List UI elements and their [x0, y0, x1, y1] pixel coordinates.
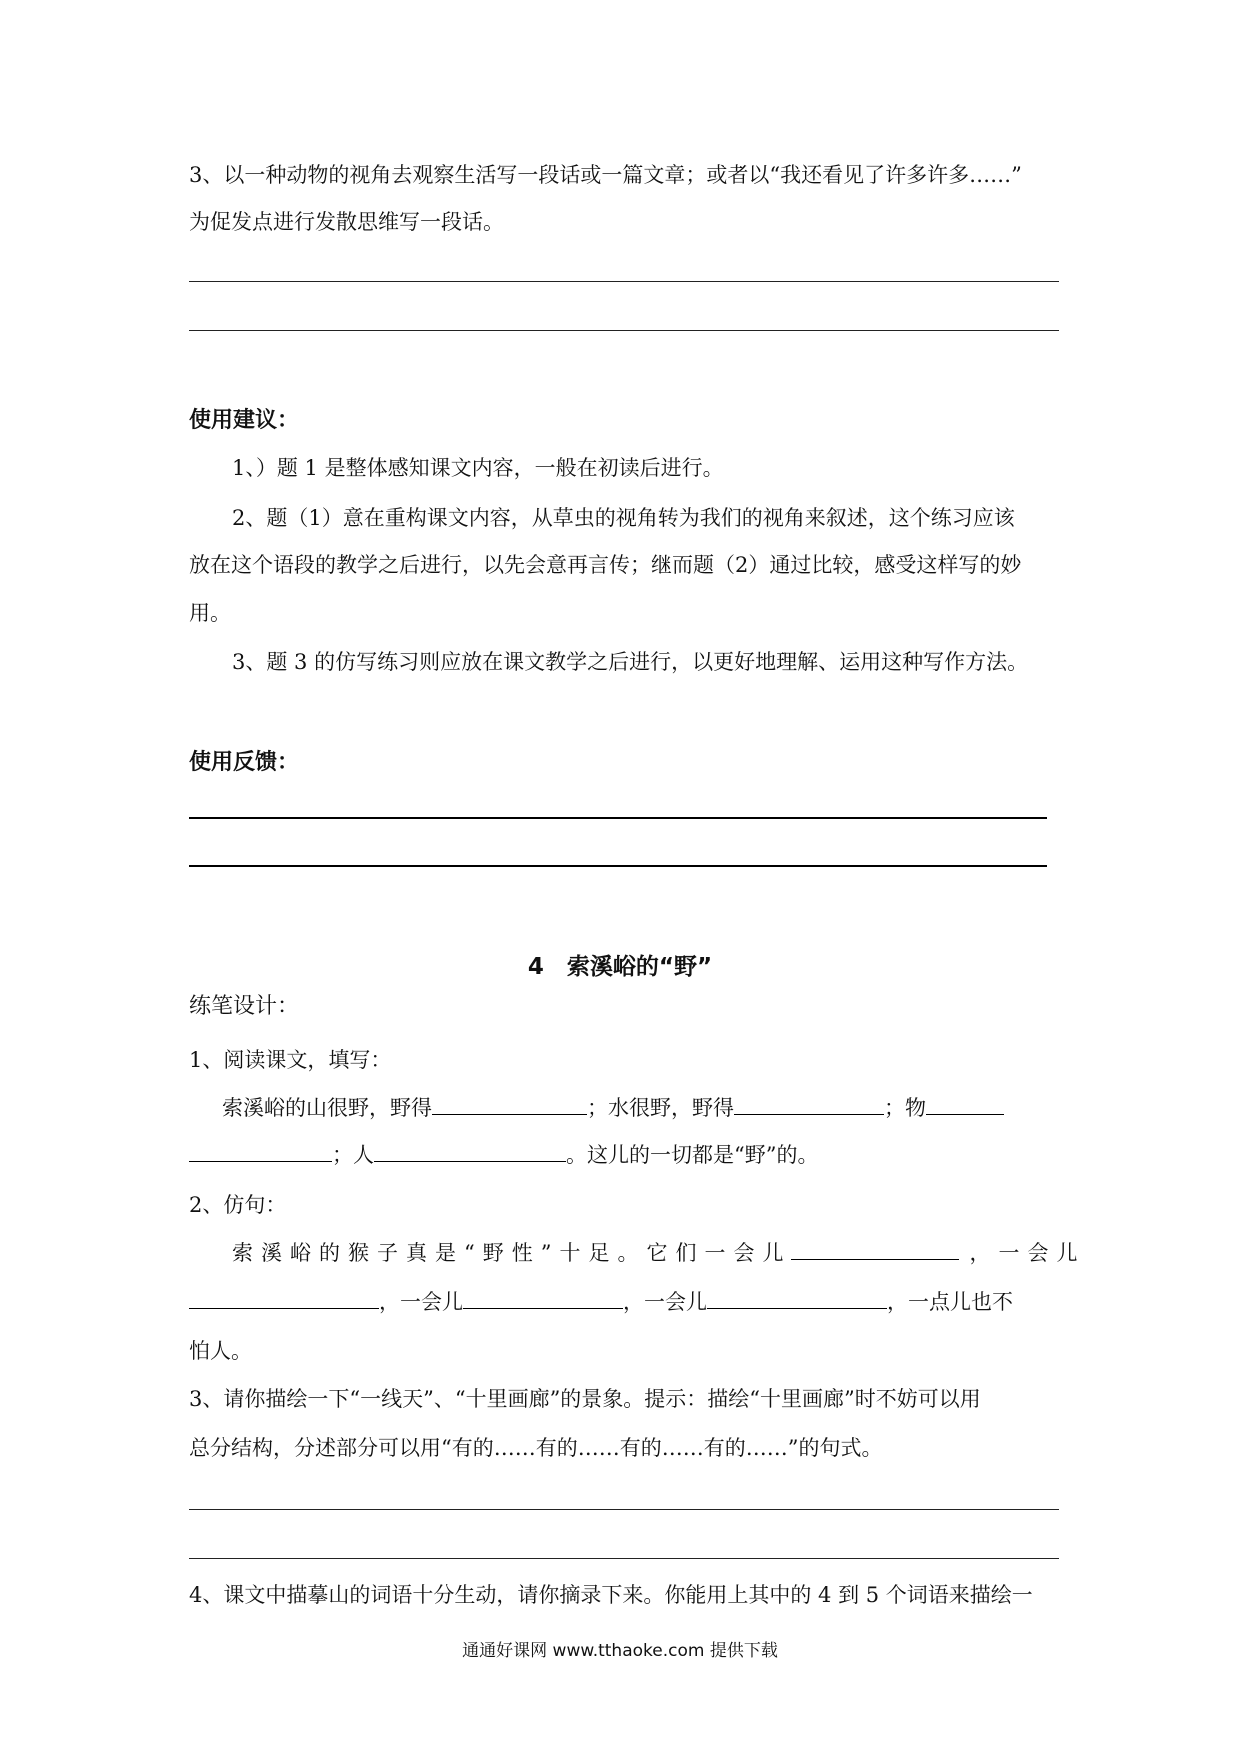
question-1-sentence: [222, 1093, 1092, 1123]
q2-text-d: ，一会儿: [623, 1290, 707, 1314]
lesson-title: 4 索溪峪的“野”: [527, 954, 713, 980]
question-4: 4、课文中描摹山的词语十分生动，请你摘录下来。你能用上其中的 4 到 5 个词语来描绘一: [189, 1583, 1033, 1607]
usage-item-1: 1、）题 1 是整体感知课文内容，一般在初读后进行。: [232, 456, 724, 480]
feedback-heading: 使用反馈：: [189, 750, 300, 775]
answer-line[interactable]: [189, 330, 1059, 331]
usage-item-2-end: 用。: [189, 601, 231, 625]
question-3: 3、请你描绘一下“一线天”、“十里画廊”的景象。提示：描绘“十里画廊”时不妨可以用: [189, 1387, 981, 1411]
q1-text-e: 。这儿的一切都是“野”的。: [566, 1143, 819, 1167]
usage-heading: 使用建议：: [189, 408, 300, 433]
q2-text-e: ，一点儿也不: [887, 1290, 1013, 1314]
q2-text-b: ，一会儿: [969, 1241, 1086, 1265]
fill-blank[interactable]: [189, 1141, 332, 1162]
fill-blank[interactable]: [926, 1094, 1004, 1115]
fill-blank[interactable]: [707, 1288, 887, 1309]
usage-item-3: 3、题 3 的仿写练习则应放在课文教学之后进行，以更好地理解、运用这种写作方法。: [232, 650, 1029, 674]
q1-text-b: ；水很野，野得: [587, 1096, 734, 1120]
answer-line[interactable]: [189, 281, 1059, 282]
fill-blank[interactable]: [432, 1094, 587, 1115]
q1-text-c: ；物: [884, 1096, 926, 1120]
question-2-sentence: [232, 1238, 1102, 1268]
usage-item-2-cont: 放在这个语段的教学之后进行，以先会意再言传；继而题（2）通过比较，感受这样写的妙: [189, 553, 1022, 577]
question-2: 2、仿句：: [189, 1193, 287, 1217]
q1-text-d: ；人: [332, 1143, 374, 1167]
answer-line[interactable]: [189, 1558, 1059, 1559]
question-2-end: 怕人。: [189, 1339, 252, 1363]
feedback-line[interactable]: [189, 817, 1047, 819]
q2-text-a: 索溪峪的猴子真是“野性”十足。它们一会儿: [232, 1241, 792, 1265]
exercise-3-text: 3、以一种动物的视角去观察生活写一段话或一篇文章；或者以“我还看见了许多许多……”: [189, 163, 1022, 187]
answer-line[interactable]: [189, 1509, 1059, 1510]
question-3-cont: 总分结构，分述部分可以用“有的……有的……有的……有的……”的句式。: [189, 1436, 883, 1460]
exercise-3-text-cont: 为促发点进行发散思维写一段话。: [189, 210, 504, 234]
question-1: 1、阅读课文，填写：: [189, 1048, 392, 1072]
question-1-sentence-cont: [189, 1140, 1059, 1170]
fill-blank[interactable]: [189, 1288, 379, 1309]
fill-blank[interactable]: [463, 1288, 623, 1309]
q2-text-c: ，一会儿: [379, 1290, 463, 1314]
design-heading: 练笔设计：: [189, 994, 300, 1019]
fill-blank[interactable]: [374, 1141, 566, 1162]
question-2-sentence-cont: [189, 1287, 1059, 1317]
page-footer: 通通好课网 www.tthaoke.com 提供下载: [462, 1641, 778, 1661]
feedback-line[interactable]: [189, 865, 1047, 867]
q1-text-a: 索溪峪的山很野，野得: [222, 1096, 432, 1120]
fill-blank[interactable]: [734, 1094, 884, 1115]
usage-item-2: 2、题（1）意在重构课文内容，从草虫的视角转为我们的视角来叙述，这个练习应该: [232, 506, 1015, 530]
fill-blank[interactable]: [791, 1239, 959, 1260]
